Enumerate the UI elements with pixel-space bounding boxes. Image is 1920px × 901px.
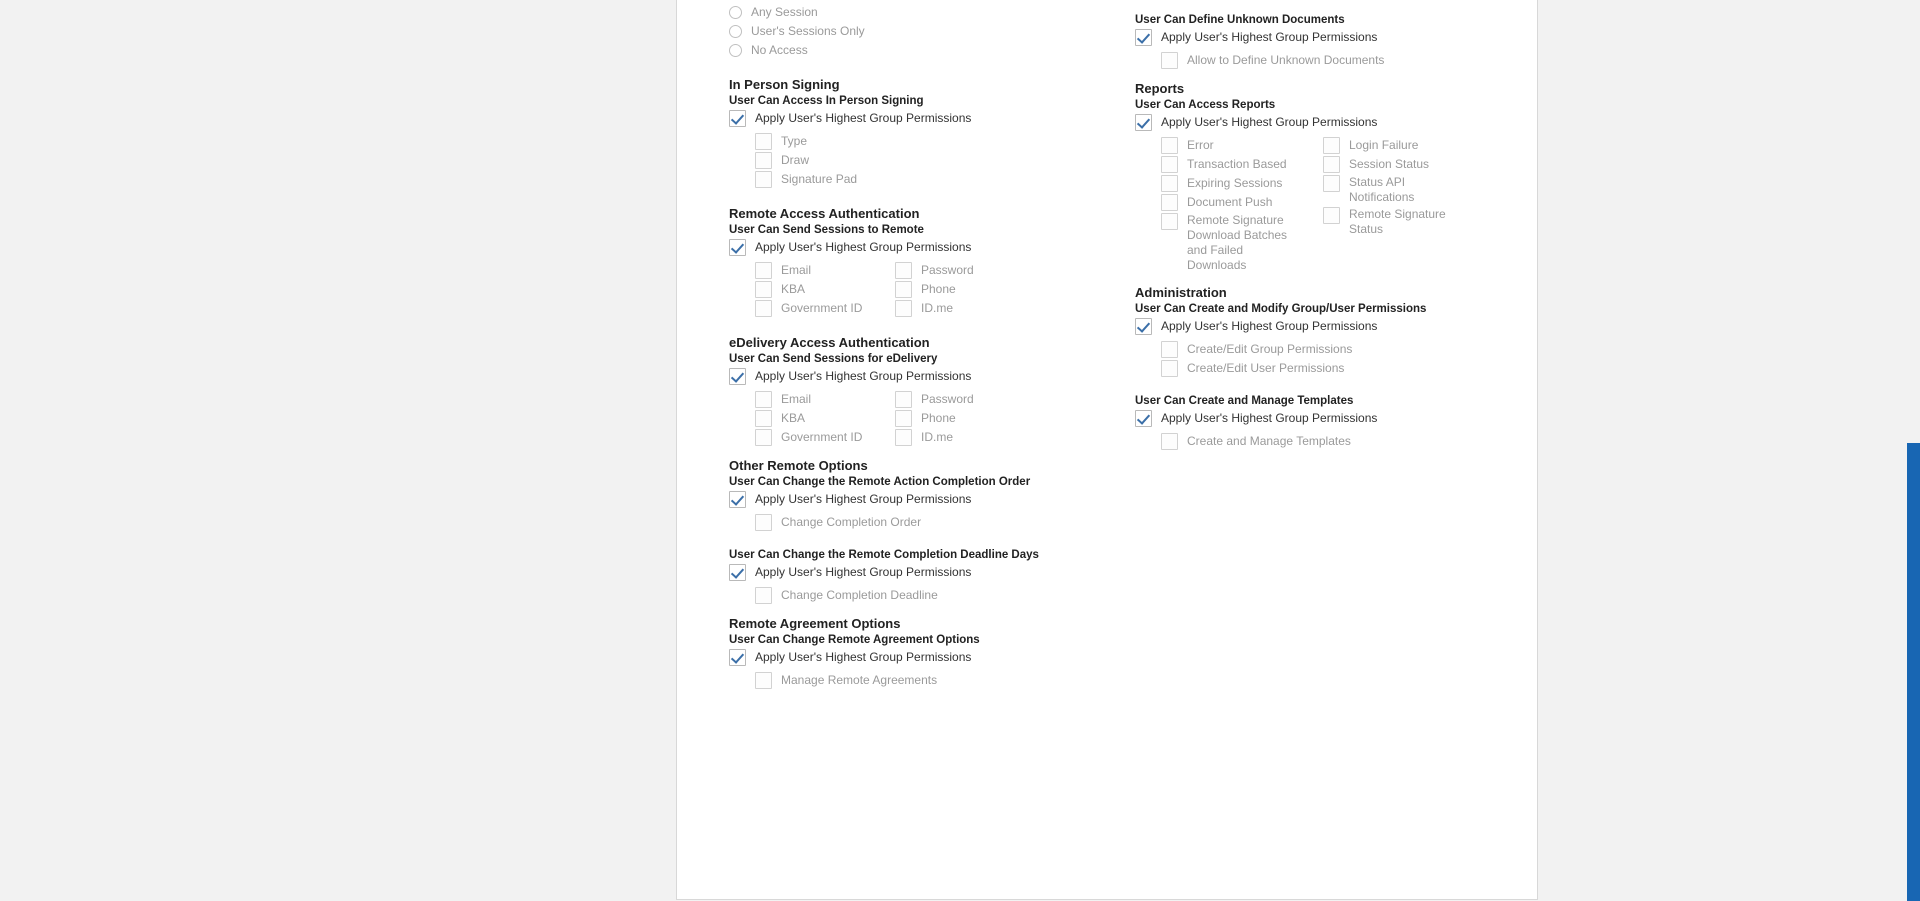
checkbox-report-transaction-based[interactable] (1161, 156, 1178, 173)
checkbox-row-edelivery-kba[interactable] (755, 410, 895, 427)
apply-highest-group-permissions-label-remote-agreement: Apply User's Highest Group Permissions (755, 650, 972, 664)
checkbox-remote-kba[interactable] (755, 281, 772, 298)
remote-agreement-options-list (755, 672, 1149, 689)
checkbox-row-change-completion-deadline[interactable] (755, 587, 1149, 604)
apply-highest-group-permissions-label-edelivery: Apply User's Highest Group Permissions (755, 369, 972, 383)
apply-highest-group-permissions-label-completion-deadline: Apply User's Highest Group Permissions (755, 565, 972, 579)
checkbox-row-create-edit-user-permissions[interactable] (1161, 360, 1525, 377)
apply-highest-group-permissions-label-admin-permissions: Apply User's Highest Group Permissions (1161, 319, 1378, 333)
subsection-title-access-in-person-signing: User Can Access In Person Signing (729, 95, 924, 107)
checkbox-row-remote-idme[interactable] (895, 300, 1035, 317)
unknown-documents-options (1161, 52, 1525, 69)
section-title-reports: Reports (1135, 81, 1185, 96)
left-column (729, 0, 1149, 691)
checkbox-row-edelivery-email[interactable] (755, 391, 895, 408)
subsection-title-access-reports: User Can Access Reports (1135, 99, 1276, 111)
checkbox-label-type: Type (781, 134, 808, 148)
checkbox-row-edelivery-idme[interactable] (895, 429, 1035, 446)
checkbox-remote-government-id[interactable] (755, 300, 772, 317)
checkbox-report-document-push[interactable] (1161, 194, 1178, 211)
subsection-title-create-modify-group-user-permissions: User Can Create and Modify Group/User Permissions (1135, 303, 1427, 315)
checkbox-row-remote-kba[interactable] (755, 281, 895, 298)
subsection-title-change-remote-completion-deadline-days: User Can Change the Remote Completion Deadline Days (729, 549, 1039, 561)
checkbox-label-signature-pad: Signature Pad (781, 172, 858, 186)
subsection-title-change-remote-agreement-options: User Can Change Remote Agreement Options (729, 634, 980, 646)
checkbox-type[interactable] (755, 133, 772, 150)
section-administration (1135, 285, 1525, 450)
section-title-administration: Administration (1135, 285, 1227, 300)
apply-highest-group-permissions-label-templates: Apply User's Highest Group Permissions (1161, 411, 1378, 425)
checkbox-label-manage-remote-agreements: Manage Remote Agreements (781, 673, 938, 687)
checkbox-draw[interactable] (755, 152, 772, 169)
apply-highest-group-permissions-label-unknown-documents: Apply User's Highest Group Permissions (1161, 30, 1378, 44)
checkbox-edelivery-password[interactable] (895, 391, 912, 408)
checkbox-row-manage-remote-agreements[interactable] (755, 672, 1149, 689)
checkbox-label-report-remote-signature-download-batches: Remote Signature Download Batches and Failed Downloads (1187, 213, 1288, 272)
checkbox-edelivery-idme[interactable] (895, 429, 912, 446)
checkbox-row-change-completion-order[interactable] (755, 514, 1149, 531)
checkbox-label-edelivery-government-id: Government ID (781, 430, 863, 444)
checkbox-edelivery-kba[interactable] (755, 410, 772, 427)
checkbox-report-remote-signature-download-batches[interactable] (1161, 213, 1178, 230)
checkbox-label-remote-government-id: Government ID (781, 301, 863, 315)
checkbox-row-report-login-failure[interactable] (1323, 137, 1483, 154)
checkbox-create-edit-group-permissions[interactable] (1161, 341, 1178, 358)
checkbox-label-edelivery-phone: Phone (921, 411, 956, 425)
checkbox-apply-highest-group-permissions-edelivery[interactable] (729, 368, 746, 385)
checkbox-report-error[interactable] (1161, 137, 1178, 154)
checkbox-row-remote-email[interactable] (755, 262, 895, 279)
checkbox-apply-highest-group-permissions-admin-permissions[interactable] (1135, 318, 1152, 335)
checkbox-label-report-remote-signature-status: Remote Signature Status (1349, 207, 1446, 236)
checkbox-row-allow-define-unknown-documents[interactable] (1161, 52, 1525, 69)
checkbox-row-report-transaction-based[interactable] (1161, 156, 1323, 173)
checkbox-report-status-api-notifications[interactable] (1323, 175, 1340, 192)
remote-access-auth-options (755, 262, 1149, 319)
apply-highest-group-permissions-row-templates[interactable] (1135, 410, 1525, 427)
checkbox-row-edelivery-phone[interactable] (895, 410, 1035, 427)
checkbox-label-edelivery-email: Email (781, 392, 812, 406)
checkbox-row-create-and-manage-templates[interactable] (1161, 433, 1525, 450)
apply-highest-group-permissions-row-unknown-documents[interactable] (1135, 29, 1525, 46)
section-edelivery-access-authentication (729, 335, 1149, 448)
checkbox-row-signature-pad[interactable] (755, 171, 1149, 188)
checkbox-apply-highest-group-permissions-reports[interactable] (1135, 114, 1152, 131)
apply-highest-group-permissions-row-completion-deadline[interactable] (729, 564, 1149, 581)
radio-label-users-sessions-only: User's Sessions Only (751, 24, 865, 38)
checkbox-label-edelivery-idme: ID.me (921, 430, 954, 444)
checkbox-label-change-completion-order: Change Completion Order (781, 515, 922, 529)
checkbox-label-remote-idme: ID.me (921, 301, 954, 315)
reports-options (1161, 137, 1525, 275)
checkbox-change-completion-deadline[interactable] (755, 587, 772, 604)
checkbox-row-report-error[interactable] (1161, 137, 1323, 154)
checkbox-row-report-expiring-sessions[interactable] (1161, 175, 1323, 192)
checkbox-row-report-remote-signature-download-batches[interactable] (1161, 213, 1323, 273)
checkbox-edelivery-phone[interactable] (895, 410, 912, 427)
checkbox-report-expiring-sessions[interactable] (1161, 175, 1178, 192)
checkbox-row-report-session-status[interactable] (1323, 156, 1483, 173)
radio-no-access[interactable] (729, 44, 742, 57)
checkbox-row-remote-phone[interactable] (895, 281, 1035, 298)
checkbox-label-report-transaction-based: Transaction Based (1187, 157, 1287, 171)
checkbox-row-type[interactable] (755, 133, 1149, 150)
checkbox-label-allow-define-unknown-documents: Allow to Define Unknown Documents (1187, 53, 1385, 67)
radio-label-any-session: Any Session (751, 5, 818, 19)
checkbox-label-remote-phone: Phone (921, 282, 956, 296)
checkbox-row-create-edit-group-permissions[interactable] (1161, 341, 1525, 358)
checkbox-apply-highest-group-permissions-remote-access[interactable] (729, 239, 746, 256)
section-in-person-signing (729, 77, 1149, 188)
subsection-title-change-remote-action-completion-order: User Can Change the Remote Action Completion Order (729, 476, 1031, 488)
checkbox-label-report-session-status: Session Status (1349, 157, 1430, 171)
checkbox-row-report-remote-signature-status[interactable] (1323, 207, 1483, 237)
checkbox-remote-email[interactable] (755, 262, 772, 279)
section-title-remote-agreement-options: Remote Agreement Options (729, 616, 901, 631)
checkbox-label-report-document-push: Document Push (1187, 195, 1273, 209)
checkbox-report-login-failure[interactable] (1323, 137, 1340, 154)
checkbox-label-remote-email: Email (781, 263, 812, 277)
section-remote-agreement-options (729, 616, 1149, 689)
radio-row-users-sessions-only[interactable] (729, 23, 1149, 40)
checkbox-remote-idme[interactable] (895, 300, 912, 317)
apply-highest-group-permissions-row-in-person[interactable] (729, 110, 1149, 127)
checkbox-label-remote-kba: KBA (781, 282, 806, 296)
checkbox-label-report-status-api-notifications: Status API Notifications (1349, 175, 1415, 204)
checkbox-label-draw: Draw (781, 153, 810, 167)
subsection-title-define-unknown-documents: User Can Define Unknown Documents (1135, 14, 1345, 26)
apply-highest-group-permissions-label-reports: Apply User's Highest Group Permissions (1161, 115, 1378, 129)
checkbox-label-edelivery-password: Password (921, 392, 974, 406)
section-other-remote-options (729, 458, 1149, 604)
checkbox-manage-remote-agreements[interactable] (755, 672, 772, 689)
session-access-group (729, 0, 1149, 59)
checkbox-label-remote-password: Password (921, 263, 974, 277)
checkbox-apply-highest-group-permissions-completion-deadline[interactable] (729, 564, 746, 581)
section-unknown-documents (1135, 0, 1525, 69)
apply-highest-group-permissions-row-edelivery[interactable] (729, 368, 1149, 385)
apply-highest-group-permissions-row-remote-agreement[interactable] (729, 649, 1149, 666)
subsection-title-send-sessions-to-remote: User Can Send Sessions to Remote (729, 224, 924, 236)
section-title-in-person-signing: In Person Signing (729, 77, 840, 92)
subsection-title-create-manage-templates: User Can Create and Manage Templates (1135, 395, 1354, 407)
checkbox-row-remote-password[interactable] (895, 262, 1035, 279)
apply-highest-group-permissions-row-admin-permissions[interactable] (1135, 318, 1525, 335)
apply-highest-group-permissions-label-completion-order: Apply User's Highest Group Permissions (755, 492, 972, 506)
checkbox-label-create-edit-group-permissions: Create/Edit Group Permissions (1187, 342, 1353, 356)
checkbox-label-report-expiring-sessions: Expiring Sessions (1187, 176, 1283, 190)
checkbox-report-remote-signature-status[interactable] (1323, 207, 1340, 224)
checkbox-row-report-status-api-notifications[interactable] (1323, 175, 1483, 205)
section-title-edelivery-access-authentication: eDelivery Access Authentication (729, 335, 930, 350)
checkbox-report-session-status[interactable] (1323, 156, 1340, 173)
completion-deadline-options (755, 587, 1149, 604)
checkbox-row-report-document-push[interactable] (1161, 194, 1323, 211)
in-person-signing-options (755, 133, 1149, 188)
permissions-panel (676, 0, 1538, 900)
checkbox-edelivery-email[interactable] (755, 391, 772, 408)
checkbox-apply-highest-group-permissions-completion-order[interactable] (729, 491, 746, 508)
radio-row-any-session[interactable] (729, 4, 1149, 21)
scrollbar-track[interactable] (1907, 0, 1920, 901)
edelivery-auth-options (755, 391, 1149, 448)
checkbox-remote-phone[interactable] (895, 281, 912, 298)
checkbox-label-create-and-manage-templates: Create and Manage Templates (1187, 434, 1351, 448)
checkbox-edelivery-government-id[interactable] (755, 429, 772, 446)
apply-highest-group-permissions-label-in-person: Apply User's Highest Group Permissions (755, 111, 972, 125)
administration-permission-options (1161, 341, 1525, 377)
completion-order-options (755, 514, 1149, 531)
radio-users-sessions-only[interactable] (729, 25, 742, 38)
checkbox-row-remote-government-id[interactable] (755, 300, 895, 317)
checkbox-change-completion-order[interactable] (755, 514, 772, 531)
checkbox-remote-password[interactable] (895, 262, 912, 279)
checkbox-label-change-completion-deadline: Change Completion Deadline (781, 588, 938, 602)
apply-highest-group-permissions-label-remote-access: Apply User's Highest Group Permissions (755, 240, 972, 254)
checkbox-label-report-error: Error (1187, 138, 1214, 152)
checkbox-label-edelivery-kba: KBA (781, 411, 806, 425)
radio-any-session[interactable] (729, 6, 742, 19)
checkbox-row-draw[interactable] (755, 152, 1149, 169)
section-reports (1135, 81, 1525, 275)
right-column (1135, 0, 1525, 452)
apply-highest-group-permissions-row-reports[interactable] (1135, 114, 1525, 131)
checkbox-allow-define-unknown-documents[interactable] (1161, 52, 1178, 69)
checkbox-apply-highest-group-permissions-in-person[interactable] (729, 110, 746, 127)
checkbox-create-and-manage-templates[interactable] (1161, 433, 1178, 450)
checkbox-create-edit-user-permissions[interactable] (1161, 360, 1178, 377)
checkbox-signature-pad[interactable] (755, 171, 772, 188)
apply-highest-group-permissions-row-remote-access[interactable] (729, 239, 1149, 256)
checkbox-label-create-edit-user-permissions: Create/Edit User Permissions (1187, 361, 1345, 375)
section-title-remote-access-authentication: Remote Access Authentication (729, 206, 920, 221)
checkbox-label-report-login-failure: Login Failure (1349, 138, 1419, 152)
checkbox-row-edelivery-password[interactable] (895, 391, 1035, 408)
template-management-options (1161, 433, 1525, 450)
checkbox-row-edelivery-government-id[interactable] (755, 429, 895, 446)
scrollbar-thumb[interactable] (1907, 443, 1920, 901)
checkbox-apply-highest-group-permissions-templates[interactable] (1135, 410, 1152, 427)
checkbox-apply-highest-group-permissions-unknown-documents[interactable] (1135, 29, 1152, 46)
radio-label-no-access: No Access (751, 43, 808, 57)
apply-highest-group-permissions-row-completion-order[interactable] (729, 491, 1149, 508)
subsection-title-send-sessions-for-edelivery: User Can Send Sessions for eDelivery (729, 353, 938, 365)
radio-row-no-access[interactable] (729, 42, 1149, 59)
checkbox-apply-highest-group-permissions-remote-agreement[interactable] (729, 649, 746, 666)
section-remote-access-authentication (729, 206, 1149, 319)
section-title-other-remote-options: Other Remote Options (729, 458, 868, 473)
